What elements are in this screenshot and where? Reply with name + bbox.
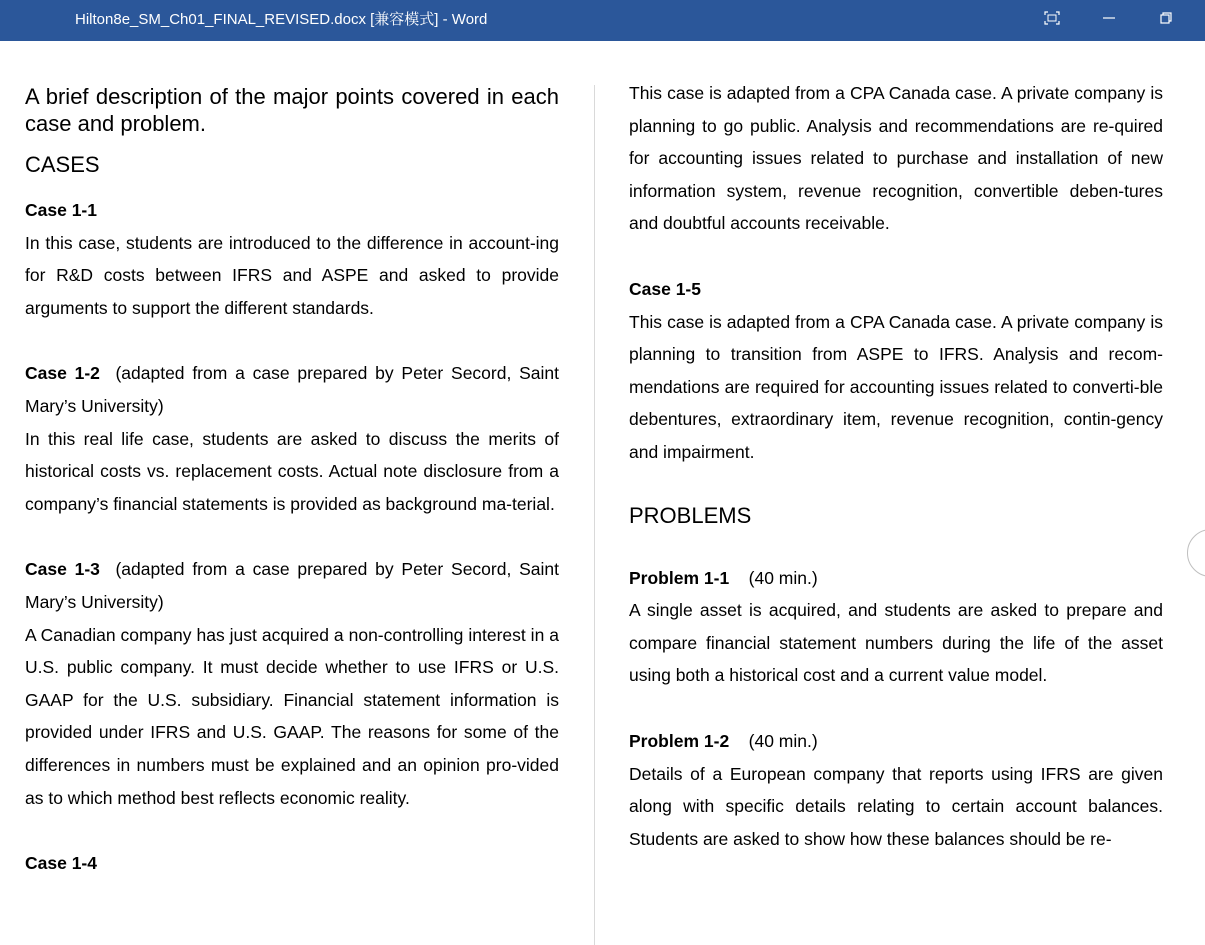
case-1-5-body: This case is adapted from a CPA Canada case. A private company is planning to transition from ASPE to IFRS. Analysis and recom-mendations are required for accounting issues related to converti-ble debentures, extraordinary item, revenue recognition, contin-gency and impairment.: [629, 311, 1163, 462]
intro-text: A brief description of the major points covered in each case and problem.: [25, 84, 559, 136]
minimize-button[interactable]: [1092, 4, 1126, 32]
problem-1-2-heading: Problem 1-2: [629, 730, 730, 751]
problem-1-1-body: A single asset is acquired, and students are asked to prepare and compare financial statement numbers during the life of the asset using both a historical cost and a current value model.: [629, 600, 1163, 686]
case-1-5-heading: Case 1-5: [629, 278, 701, 299]
problems-heading: PROBLEMS: [629, 502, 752, 528]
minimize-icon: [1101, 11, 1117, 25]
fullscreen-button[interactable]: [1035, 4, 1069, 32]
case-1-3-heading: Case 1-3: [25, 559, 100, 580]
fullscreen-icon: [1044, 11, 1060, 25]
problem-1-2-body: Details of a European company that reports using IFRS are given along with specific details relating to certain account balances. Students are asked to show how these balances should be re-: [629, 763, 1163, 849]
problem-1-1-heading: Problem 1-1: [629, 567, 730, 588]
case-1-2-note: (adapted from a case prepared by Peter Secord, Saint Mary’s University): [25, 363, 564, 416]
cases-heading: CASES: [25, 152, 100, 177]
case-1-2-body: In this real life case, students are asked to discuss the merits of historical costs vs. replacement costs. Actual note disclosure from a company’s financial statements is provided as background ma-terial.: [25, 428, 559, 514]
window-title: Hilton8e_SM_Ch01_FINAL_REVISED.docx [兼容模式] - Word: [75, 11, 488, 28]
right-column: [629, 77, 1163, 855]
case-1-3-body: A Canadian company has just acquired a non-controlling interest in a U.S. public company. It must decide whether to use IFRS or U.S. GAAP for the U.S. subsidiary. Financial statement information is provided under IFRS and U.S. GAAP. The reasons for some of the differences in numbers must be explained and an opinion pro-vided as to which method best reflects economic reality.: [25, 624, 559, 808]
case-1-1-body: In this case, students are introduced to the difference in account-ing for R&D costs between IFRS and ASPE and asked to provide arguments to support the different standards.: [25, 232, 559, 318]
restore-icon: [1158, 11, 1174, 25]
page-navigation-handle[interactable]: [1187, 529, 1205, 577]
problem-1-1-time: (40 min.): [729, 567, 818, 588]
restore-button[interactable]: [1149, 4, 1183, 32]
case-1-4-heading: Case 1-4: [25, 853, 97, 874]
title-bar: [0, 0, 1205, 41]
case-1-1-heading: Case 1-1: [25, 200, 97, 220]
case-1-2-heading: Case 1-2: [25, 363, 100, 384]
column-divider: [594, 85, 595, 945]
document-page[interactable]: [0, 41, 1205, 944]
left-column: [25, 82, 564, 880]
case-1-3-note: (adapted from a case prepared by Peter Secord, Saint Mary’s University): [25, 559, 564, 612]
problem-1-2-time: (40 min.): [729, 730, 818, 751]
case-1-4-body: This case is adapted from a CPA Canada case. A private company is planning to go public. Analysis and recommendations are re-quired for accounting issues related to purchase and installation of new information system, revenue recognition, convertible deben-tures and doubtful accounts receivable.: [629, 83, 1163, 234]
